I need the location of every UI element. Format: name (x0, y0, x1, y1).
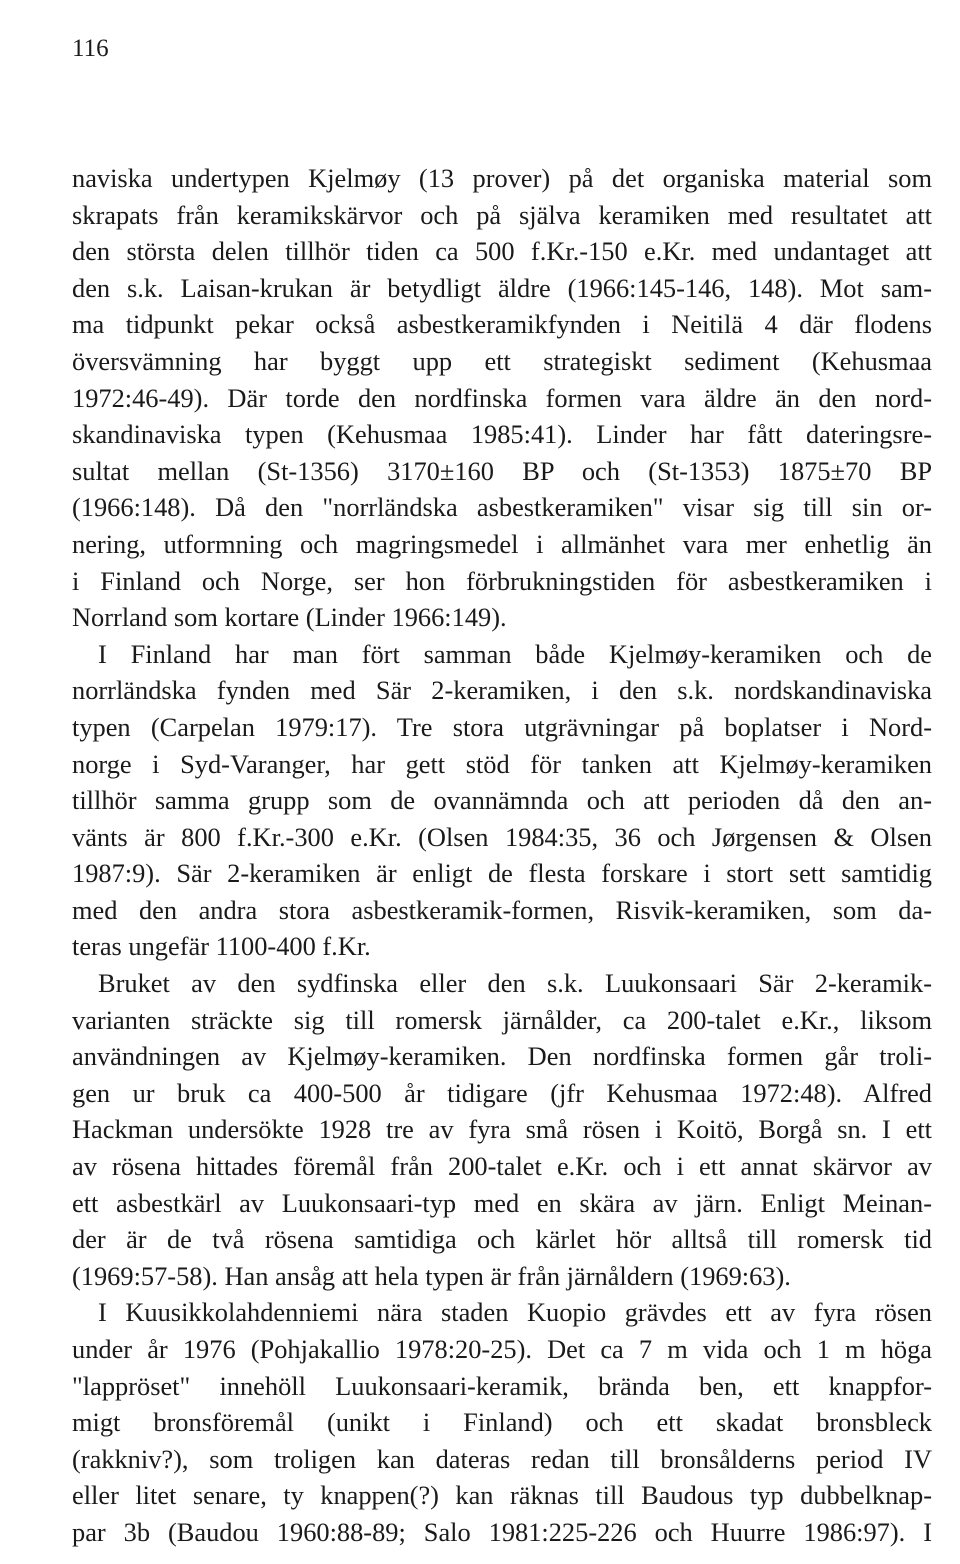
text-line: med den andra stora asbestkeramik-formen, Risvik-keramiken, som da- (72, 894, 932, 925)
text-line: översvämning har byggt upp ett strategiskt sediment (Kehusmaa (72, 345, 932, 376)
paragraph-first-line: I Finland har man fört samman både Kjelmøy-keramiken och de (98, 638, 932, 669)
text-line: 1972:46-49). Där torde den nordfinska formen vara äldre än den nord- (72, 382, 932, 413)
text-line: Norrland som kortare (Linder 1966:149). (72, 602, 507, 633)
text-line: norge i Syd-Varanger, har gett stöd för tanken att Kjelmøy-keramiken (72, 748, 932, 779)
text-line: 1987:9). Sär 2-keramiken är enligt de flesta forskare i stort sett samtidig (72, 858, 932, 889)
text-line: "lappröset" innehöll Luukonsaari-keramik, brända ben, ett knappfor- (72, 1370, 932, 1401)
text-line: Hackman undersökte 1928 tre av fyra små rösen i Koitö, Borgå sn. I ett (72, 1114, 932, 1145)
text-line: varianten sträckte sig till romersk järnålder, ca 200-talet e.Kr., liksom (72, 1004, 932, 1035)
text-line: (rakkniv?), som troligen kan dateras redan till bronsålderns period IV (72, 1443, 932, 1474)
text-line: under år 1976 (Pohjakallio 1978:20-25). Det ca 7 m vida och 1 m höga (72, 1334, 932, 1364)
body-text (72, 160, 932, 1551)
text-line: den största delen tillhör tiden ca 500 f.Kr.-150 e.Kr. med undantaget att (72, 236, 932, 267)
text-line: norrländska fynden med Sär 2-keramiken, i den s.k. nordskandinaviska (72, 675, 932, 706)
text-line: av rösena hittades föremål från 200-talet e.Kr. och i ett annat skärvor av (72, 1151, 932, 1182)
text-line: nering, utformning och magringsmedel i allmänhet vara mer enhetlig än (72, 528, 932, 559)
text-line: den s.k. Laisan-krukan är betydligt äldre (1966:145-146, 148). Mot sam- (72, 272, 932, 303)
text-line: vänts är 800 f.Kr.-300 e.Kr. (Olsen 1984:35, 36 och Jørgensen & Olsen (72, 821, 932, 852)
text-line: typen (Carpelan 1979:17). Tre stora utgrävningar på boplatser i Nord- (72, 711, 932, 742)
text-line: (1966:148). Då den "norrländska asbestkeramiken" visar sig till sin or- (72, 492, 932, 523)
page-number: 116 (72, 35, 109, 62)
text-line: der är de två rösena samtidiga och kärlet hör alltså till romersk tid (72, 1224, 932, 1255)
text-line: tillhör samma grupp som de ovannämnda och att perioden då den an- (72, 785, 932, 816)
text-line: migt bronsföremål (unikt i Finland) och ett skadat bronsbleck (72, 1407, 932, 1438)
paragraph-first-line: I Kuusikkolahdenniemi nära staden Kuopio grävdes ett av fyra rösen (98, 1297, 932, 1328)
text-line: eller litet senare, ty knappen(?) kan räknas till Baudous typ dubbelknap- (72, 1480, 932, 1511)
text-line: användningen av Kjelmøy-keramiken. Den nordfinska formen går troli- (72, 1041, 932, 1072)
text-line: skandinaviska typen (Kehusmaa 1985:41). Linder har fått dateringsre- (72, 419, 932, 450)
text-line: skrapats från keramikskärvor och på själva keramiken med resultatet att (72, 199, 932, 230)
text-line: teras ungefär 1100-400 f.Kr. (72, 931, 371, 962)
text-line: gen ur bruk ca 400-500 år tidigare (jfr Kehusmaa 1972:48). Alfred (72, 1077, 932, 1108)
text-line: naviska undertypen Kjelmøy (13 prover) på det organiska material som (72, 163, 932, 193)
text-line: ma tidpunkt pekar också asbestkeramikfynden i Neitilä 4 där flodens (72, 309, 932, 340)
paragraph-first-line: Bruket av den sydfinska eller den s.k. Luukonsaari Sär 2-keramik- (98, 968, 932, 999)
text-line: ett asbestkärl av Luukonsaari-typ med en skära av järn. Enligt Meinan- (72, 1187, 932, 1218)
text-line: sultat mellan (St-1356) 3170±160 BP och (St-1353) 1875±70 BP (72, 455, 932, 486)
text-line: i Finland och Norge, ser hon förbrukningstiden för asbestkeramiken i (72, 565, 932, 596)
text-line: (1969:57-58). Han ansåg att hela typen är från järnåldern (1969:63). (72, 1260, 791, 1291)
text-line: par 3b (Baudou 1960:88-89; Salo 1981:225-226 och Huurre 1986:97). I (72, 1516, 932, 1547)
